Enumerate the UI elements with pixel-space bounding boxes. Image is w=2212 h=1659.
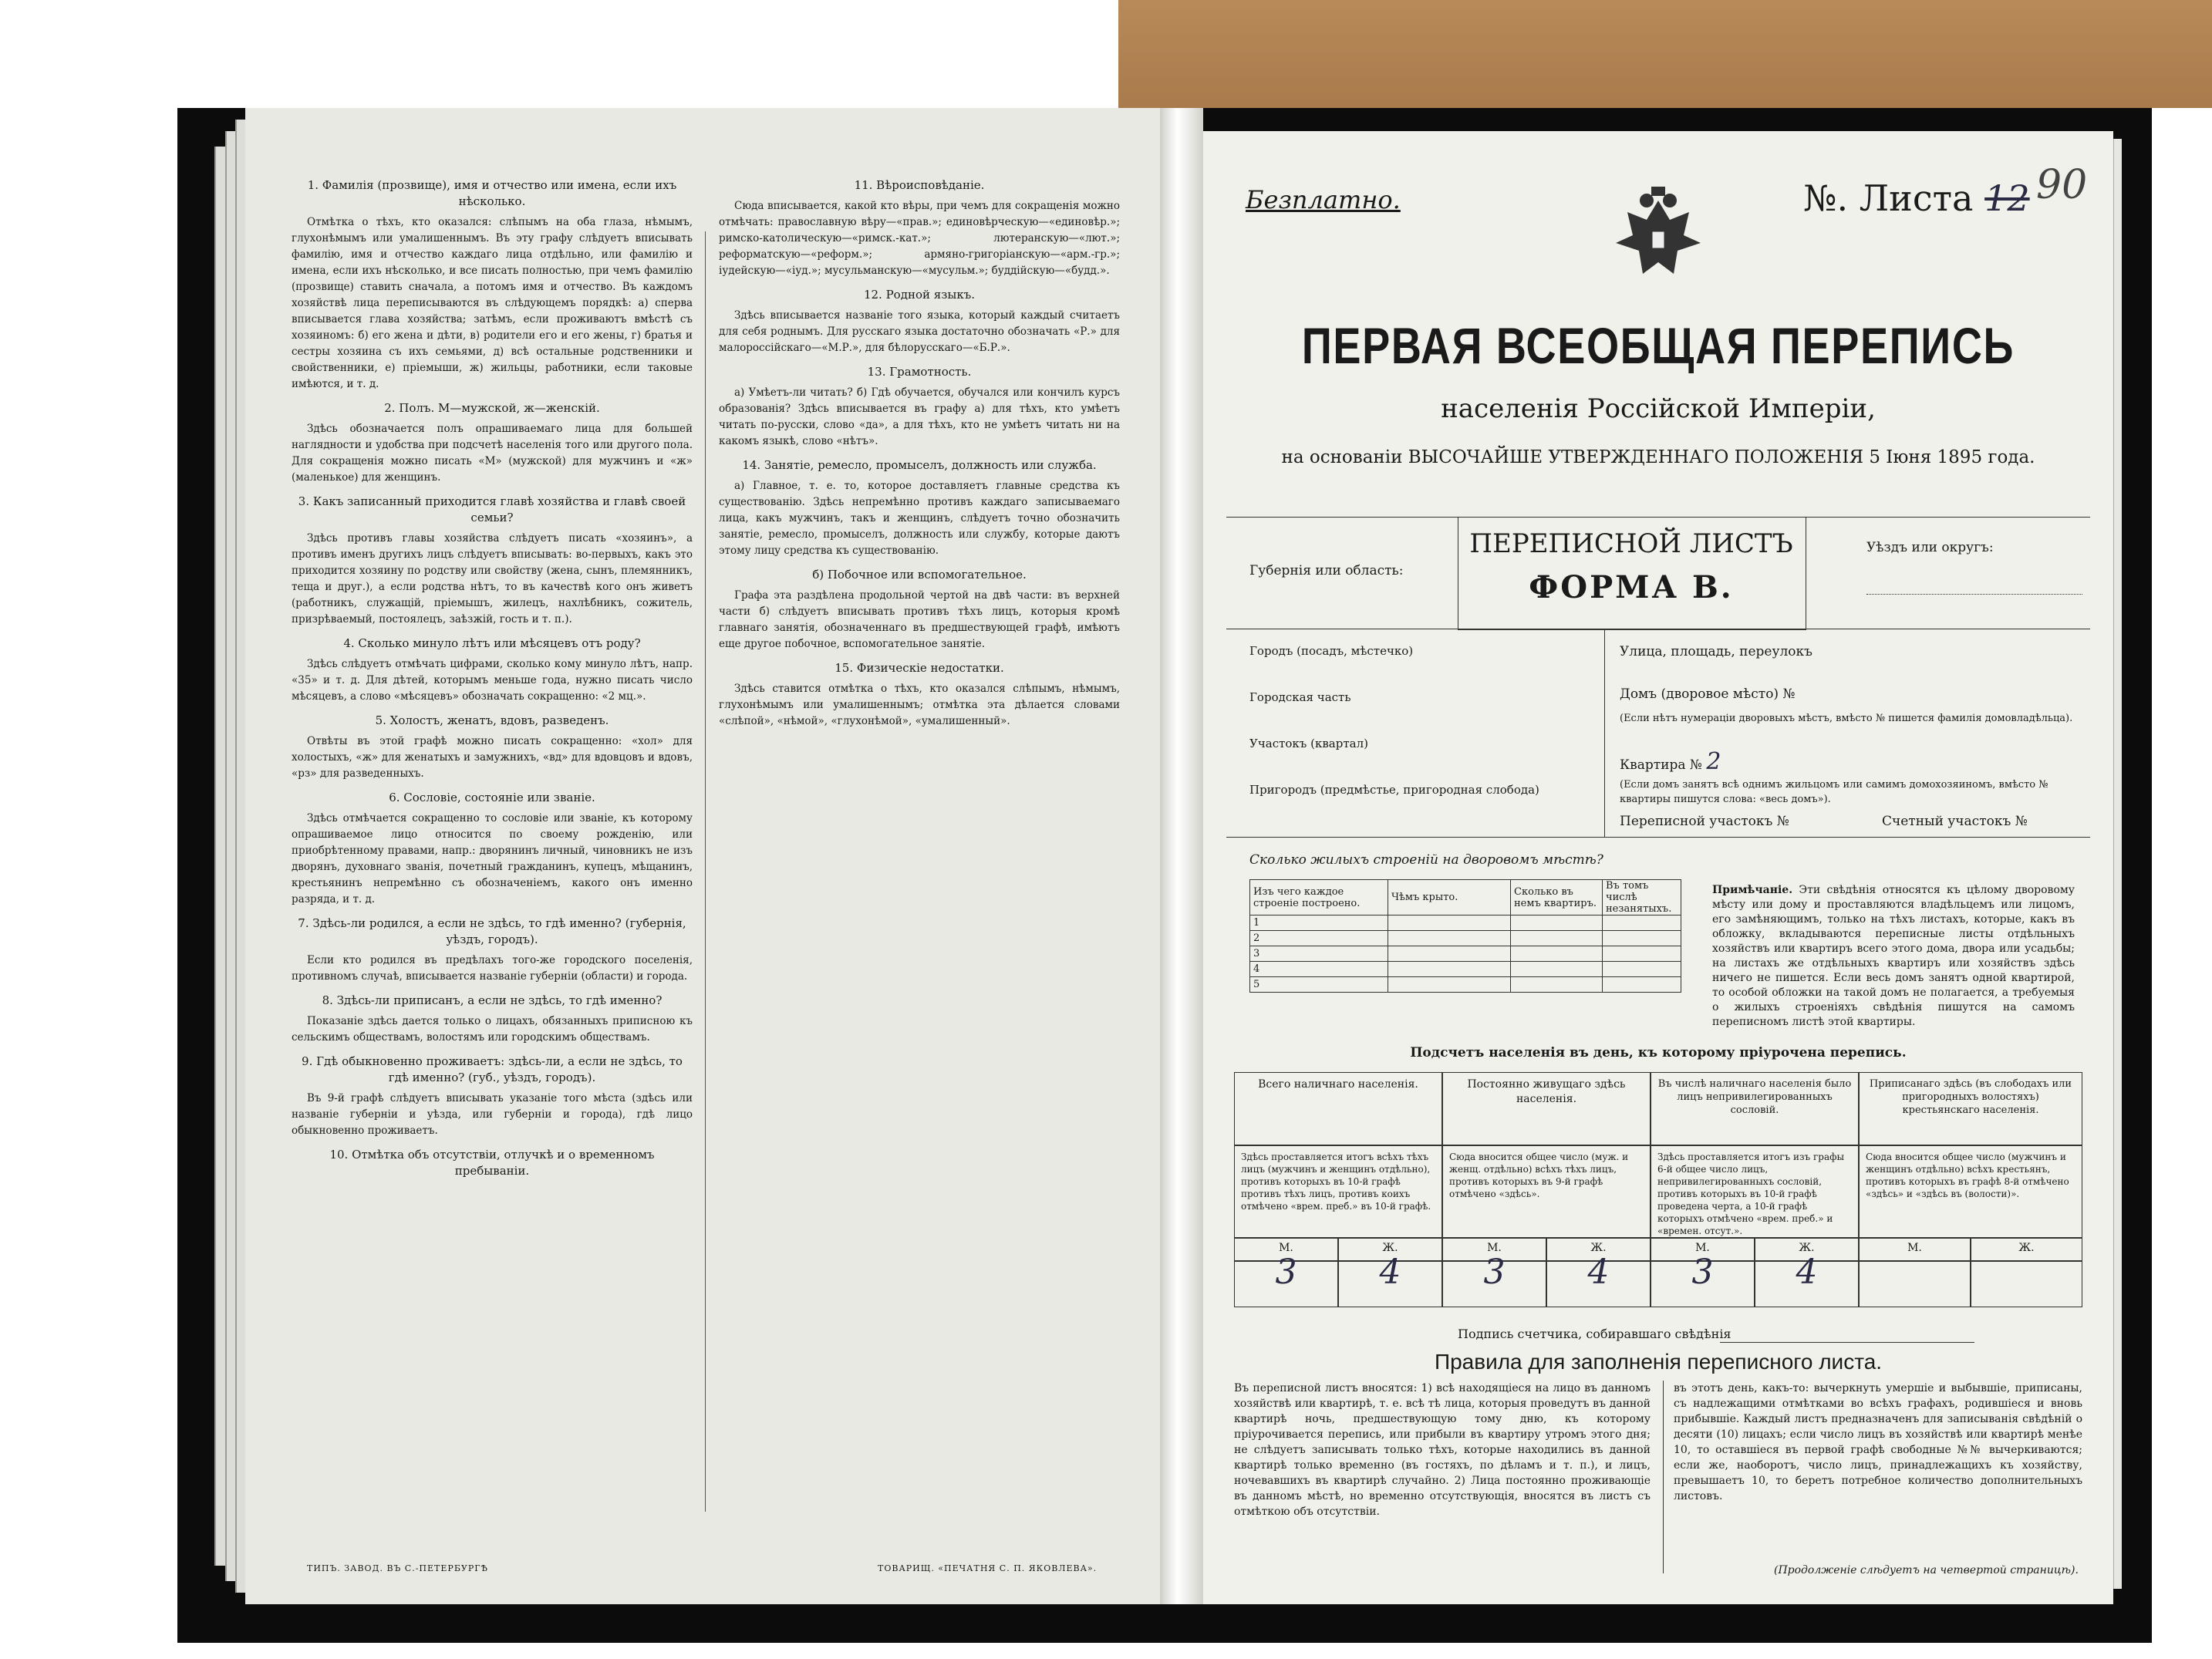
census-area-label: Переписной участокъ № xyxy=(1620,814,1789,829)
instruction-text: Здѣсь вписывается названіе того языка, который каждый считаетъ для себя роднымъ. Для русскаго языка достаточно обозначать «Р.» для малороссійскаго—«М.Р.», для бѣлорусскаго—«Б.Р.». xyxy=(719,309,1120,354)
city-label: Городъ (посадъ, мѣстечко) xyxy=(1249,644,1414,658)
instruction-heading: 15. Физическіе недостатки. xyxy=(835,661,1004,675)
buildings-table xyxy=(1249,879,1681,993)
instruction-text: Здѣсь ставится отмѣтка о тѣхъ, кто оказался слѣпымъ, нѣмымъ, глухонѣмымъ или умалишеннымъ; отмѣтка эта дѣлается словами «слѣпой», «нѣмой», «глухонѣмой», «умалишенный». xyxy=(719,683,1120,727)
instruction-text: Сюда вписывается, какой кто вѣры, при чемъ для сокращенія можно отмѣчать: православную вѣру—«прав.»; единовѣрческую—«единовѣр.»; римско-католическую—«римск.-кат.»; лютеранскую—«лют.»; реформатскую—«реформ.»; армяно-григоріанскую—«арм.-гр.»; іудейскую—«іуд.»; мусульманскую—«мусульм.»; буддійскую—«будд.». xyxy=(719,200,1120,277)
instruction-heading: 1. Фамилія (прозвище), имя и отчество или имена, если ихъ нѣсколько. xyxy=(307,178,677,208)
street-label: Улица, площадь, переулокъ xyxy=(1620,644,1812,659)
totals-header-peasants: Приписанаго здѣсь (въ слободахъ или пригородныхъ волостяхъ) крестьянскаго населенія. xyxy=(1859,1072,2082,1145)
buildings-header-apartments: Сколько въ немъ квартиръ. xyxy=(1511,880,1603,915)
instruction-text: Здѣсь обозначается полъ опрашиваемаго лица для большей наглядности и удобства при подсчетѣ населенія того или другого пола. Для сокращенія можно писать «М» (мужской) для мужчинъ и «ж» (маленькое) для женщинъ. xyxy=(292,423,693,484)
instruction-heading: 2. Полъ. М—мужской, ж—женскій. xyxy=(384,401,600,415)
instruction-text: Отмѣтка о тѣхъ, кто оказался: слѣпымъ на оба глаза, нѣмымъ, глухонѣмымъ или умалишеннымъ. Въ эту графу слѣдуетъ вписывать фамилію, имя и отчество каждаго лица отдѣльно, или фамилію и имена, если ихъ нѣсколько, и все писать полностью, при чемъ фамилію (прозвище) ставить сначала, а потомъ имя и отчество. Въ каждомъ хозяйствѣ лица переписываются въ слѣдующемъ порядкѣ: а) сперва вписывается глава хозяйства; затѣмъ, если проживаютъ вмѣстѣ съ хозяиномъ: б) его жена и дѣти, в) родители его и его жены, г) братья и сестры хозяина съ ихъ семьями, д) всѣ остальные родственники и свойственники, е) пріемыши, ж) жильцы, работники, если таковые имѣются, и т. д. xyxy=(292,216,693,390)
house-label: Домъ (дворовое мѣсто) № xyxy=(1620,686,1796,702)
free-label: Безплатно. xyxy=(1246,185,1401,214)
totals-header-present: Всего наличнаго населенія. xyxy=(1234,1072,1442,1145)
instruction-heading: 8. Здѣсь-ли приписанъ, а если не здѣсь, то гдѣ именно? xyxy=(322,993,663,1007)
instructions-column-2 xyxy=(719,170,1120,734)
apartment-value: 2 xyxy=(1706,748,1721,775)
totals-f-label: Ж. xyxy=(1971,1238,2082,1261)
wooden-table-edge xyxy=(1118,0,2212,108)
buildings-question: Сколько жилыхъ строеній на дворовомъ мѣстѣ? xyxy=(1249,852,1603,868)
buildings-row-number: 4 xyxy=(1250,962,1388,977)
instructions-column-1 xyxy=(292,170,693,1184)
census-form-page xyxy=(1203,131,2113,1604)
instruction-text: Здѣсь противъ главы хозяйства слѣдуетъ писать «хозяинъ», а противъ именъ другихъ лицъ слѣдуетъ вписывать: во-первыхъ, какъ это приходится хозяину по родству или свойству (жена, сынъ, племянникъ, теща и друг.), а если родства нѣтъ, то въ качествѣ кого онъ живетъ (работникъ, служащій, пріемышъ, жилецъ, нахлѣбникъ, сожитель, призрѣваемый, постоялецъ, заѣзжій, гость и т. п.). xyxy=(292,532,693,625)
city-part-label: Городская часть xyxy=(1249,690,1351,704)
imperial-eagle-emblem xyxy=(1600,177,1716,293)
totals-header-permanent: Постоянно живущаго здѣсь населенія. xyxy=(1442,1072,1651,1145)
instruction-heading: б) Побочное или вспомогательное. xyxy=(812,568,1027,582)
totals-peasants-female xyxy=(1971,1261,2082,1307)
apartment-note: (Если домъ занятъ всѣ однимъ жильцомъ или самимъ домохозяиномъ, вмѣсто № квартиры пишутся слова: «весь домъ»). xyxy=(1620,779,2048,805)
instruction-heading: 6. Сословіе, состояніе или званіе. xyxy=(389,791,595,804)
totals-desc-unprivileged: Здѣсь проставляется итогъ изъ графы 6-й общее число лицъ, непривилегированныхъ сословій, противъ которыхъ въ 10-й графѣ проведена черта, а 10-й графѣ которыхъ отмѣчено «врем. преб.» и «времен. отсут.». xyxy=(1651,1145,1859,1238)
rules-column-1: Въ переписной листъ вносятся: 1) всѣ находящіеся на лицо въ данномъ хозяйствѣ или квартирѣ, т. е. всѣ тѣ лица, которыя проведутъ въ данной квартирѣ ночь, предшествующую тому дню, къ которому пріурочивается перепись, или прибыли въ квартиру утромъ этого дня; не слѣдуетъ записывать только тѣхъ, которые находились въ данной квартирѣ только временно (въ гостяхъ, по дѣламъ и т. п.), и лицъ, ночевавшихъ въ квартирѣ случайно. 2) Лица постоянно проживающіе въ данномъ мѣстѣ, но временно отсутствующія, вносятся въ листъ съ отмѣткою объ отсутствіи. xyxy=(1234,1382,1651,1518)
instruction-heading: 13. Грамотность. xyxy=(867,365,972,379)
totals-f-label: Ж. xyxy=(1755,1238,1859,1261)
counter-area-label: Счетный участокъ № xyxy=(1882,814,2028,829)
totals-present-male: 3 xyxy=(1234,1261,1338,1307)
totals-desc-permanent: Сюда вносится общее число (муж. и женщ. отдѣльно) всѣхъ тѣхъ лицъ, противъ которыхъ въ 9-й графѣ отмѣчено «здѣсь». xyxy=(1442,1145,1651,1238)
suburb-label: Пригородъ (предмѣстье, пригородная слобода) xyxy=(1249,783,1539,797)
census-subtitle: населенія Россійской Имперіи, xyxy=(1441,393,1876,424)
buildings-row-number: 2 xyxy=(1250,931,1388,946)
rules-title: Правила для заполненія переписного листа. xyxy=(1434,1350,1883,1374)
instruction-text: Показаніе здѣсь дается только о лицахъ, обязанныхъ приписною къ сельскимъ обществамъ, волостямъ или городскимъ обществамъ. xyxy=(292,1015,693,1044)
sheet-number-label: №. Листа 12 xyxy=(1803,177,2030,219)
instruction-heading: 11. Вѣроисповѣданіе. xyxy=(854,178,985,192)
sheet-number-value: 12 xyxy=(1984,177,2030,219)
rules-column-2: въ этотъ день, какъ-то: вычеркнуть умершіе и выбывшіе, приписаны, съ надлежащими отмѣтками во всѣхъ графахъ, родившіеся и вновь прибывшіе. Каждый листъ предназначенъ для записыванія свѣдѣній о десяти (10) лицахъ; если число лицъ въ хозяйствѣ или квартирѣ менѣе 10, то оставшіеся въ первой графѣ свободные №№ вычеркиваются; если же, наоборотъ, число лицъ, принадлежащихъ къ хозяйству, превышаетъ 10, то беретъ потребное количество дополнительныхъ листовъ. xyxy=(1674,1382,2082,1502)
form-name: ФОРМА В. xyxy=(1529,569,1734,605)
district-label: Уѣздъ или округъ: xyxy=(1866,540,1994,555)
instruction-heading: 4. Сколько минуло лѣтъ или мѣсяцевъ отъ роду? xyxy=(343,636,641,650)
buildings-note: Примѣчаніе. Эти свѣдѣнія относятся къ цѣлому дворовому мѣсту или дому и проставляются владѣльцемъ или лицомъ, его замѣняющимъ, только на тѣхъ листахъ, которые, какъ въ обложку, вкладываются переписные листы отдѣльныхъ хозяйствъ или квартиръ всего этого дома, двора или усадьбы; на листахъ же отдѣльныхъ квартиръ или хозяйствъ здѣсь ничего не пишется. Если весь домъ занятъ одной квартирой, то особой обложки на такой домъ не полагается, а требуемыя о жилыхъ строеніяхъ свѣдѣнія пишутся на самомъ переписномъ листѣ этой квартиры. xyxy=(1712,884,2075,1028)
instruction-text: Если кто родился въ предѣлахъ того-же городского поселенія, противномъ случаѣ, вписывается названіе губерніи (области) и города. xyxy=(292,954,693,983)
instruction-text: Отвѣты въ этой графѣ можно писать сокращенно: «хол» для холостыхъ, «ж» для женатыхъ и замужнихъ, «вд» для вдовцовъ и вдовъ, «рз» для разведенныхъ. xyxy=(292,735,693,780)
totals-m-label: М. xyxy=(1651,1238,1755,1261)
instruction-text: Въ 9-й графѣ слѣдуетъ вписывать указаніе того мѣста (здѣсь или названіе губерніи и уѣзда, или губерніи и города), гдѣ лицо обыкновенно проживаетъ. xyxy=(292,1092,693,1137)
apartment-label: Квартира № 2 xyxy=(1620,748,1721,775)
census-decree: на основаніи ВЫСОЧАЙШЕ УТВЕРЖДЕННАГО ПОЛОЖЕНІЯ 5 Іюня 1895 года. xyxy=(1281,447,2035,467)
buildings-row-number: 5 xyxy=(1250,977,1388,993)
book-spine xyxy=(1160,108,1203,1604)
imprint-left: ТИПЪ. ЗАВОД. ВЪ С.-ПЕТЕРБУРГѢ xyxy=(307,1563,488,1573)
instruction-heading: 10. Отмѣтка объ отсутствіи, отлучкѣ и о временномъ пребываніи. xyxy=(329,1148,655,1178)
instruction-heading: 9. Гдѣ обыкновенно проживаетъ: здѣсь-ли, а если не здѣсь, то гдѣ именно? (губ., уѣздъ, городъ). xyxy=(302,1054,683,1084)
totals-m-label: М. xyxy=(1234,1238,1338,1261)
province-label: Губернія или область: xyxy=(1249,563,1404,578)
instruction-heading: 12. Родной языкъ. xyxy=(863,288,976,302)
instruction-heading: 14. Занятіе, ремесло, промыселъ, должность или служба. xyxy=(742,458,1097,472)
buildings-header-roof: Чѣмъ крыто. xyxy=(1388,880,1511,915)
totals-desc-peasants: Сюда вносится общее число (мужчинъ и женщинъ отдѣльно) всѣхъ крестьянъ, противъ которыхъ въ графѣ 8-й отмѣчено «здѣсь» и «здѣсь въ (волости)». xyxy=(1859,1145,2082,1238)
instruction-text: Здѣсь отмѣчается сокращенно то сословіе или званіе, къ которому опрашиваемое лицо относится по своему рожденію, или приобрѣтенному правами, напр.: дворянинъ личный, чиновникъ не изъ дворянъ, духовнаго званія, почетный гражданинъ, купецъ, мѣщанинъ, крестьянинъ непремѣнно съ обозначеніемъ, какого онъ именно разряда, и т. д. xyxy=(292,812,693,905)
imprint-right: ТОВАРИЩ. «ПЕЧАТНЯ С. П. ЯКОВЛЕВА». xyxy=(878,1563,1098,1573)
instruction-heading: 5. Холостъ, женатъ, вдовъ, разведенъ. xyxy=(375,713,609,727)
signature-label: Подпись счетчика, собиравшаго свѣдѣнія xyxy=(1458,1327,1731,1341)
totals-title: Подсчетъ населенія въ день, къ которому пріурочена перепись. xyxy=(1410,1045,1907,1060)
totals-desc-present: Здѣсь проставляется итогъ всѣхъ тѣхъ лицъ (мужчинъ и женщинъ отдѣльно), противъ которыхъ въ 10-й графѣ противъ тѣхъ лицъ, противъ коихъ отмѣчено «врем. преб.» въ 10-й графѣ. xyxy=(1234,1145,1442,1238)
census-title: ПЕРВАЯ ВСЕОБЩАЯ ПЕРЕПИСЬ xyxy=(1301,317,2015,374)
totals-m-label: М. xyxy=(1442,1238,1546,1261)
buildings-row-number: 1 xyxy=(1250,915,1388,931)
instruction-text: а) Главное, т. е. то, которое доставляетъ главные средства къ существованію. Здѣсь непремѣнно противъ каждаго записываемаго лица, какъ мужчинъ, такъ и женщинъ, слѣдуетъ точно обозначить занятіе, ремесло, промыселъ, должность или службу, которые даютъ этому лицу средства къ существованію. xyxy=(719,480,1120,557)
totals-unprivileged-female: 4 xyxy=(1755,1261,1859,1307)
instruction-heading: 3. Какъ записанный приходится главѣ хозяйства и главѣ своей семьи? xyxy=(298,494,686,524)
instructions-page xyxy=(245,108,1160,1604)
buildings-header-material: Изъ чего каждое строеніе построено. xyxy=(1250,880,1388,915)
instruction-text: Здѣсь слѣдуетъ отмѣчать цифрами, сколько кому минуло лѣтъ, напр. «35» и т. д. Для дѣтей, которымъ меньше года, нужно писать число мѣсяцевъ, а слово «мѣсяцевъ» обозначать сокращенно: «2 мц.». xyxy=(292,658,693,703)
rules-continued: (Продолженіе слѣдуетъ на четвертой страницѣ). xyxy=(1774,1564,2079,1576)
instruction-text: Графа эта раздѣлена продольной чертой на двѣ части: въ верхней части б) слѣдуетъ вписывать противъ тѣхъ лицъ, которыя кромѣ главнаго занятія, обозначеннаго въ предшествующей графѣ, имѣютъ еще другое побочное, вспомогательное занятіе. xyxy=(719,589,1120,650)
totals-permanent-female: 4 xyxy=(1546,1261,1651,1307)
buildings-row-number: 3 xyxy=(1250,946,1388,962)
quarter-label: Участокъ (квартал) xyxy=(1249,737,1368,750)
totals-present-female: 4 xyxy=(1338,1261,1442,1307)
page-stack-edge xyxy=(2113,139,2122,1589)
instruction-text: а) Умѣетъ-ли читать? б) Гдѣ обучается, обучался или кончилъ курсъ образованія? Здѣсь вписывается въ графу а) для тѣхъ, кто умѣетъ читать по-русски, слово «да», а для тѣхъ, кто не умѣетъ читать ни на какомъ языкѣ, слово «нѣтъ». xyxy=(719,386,1120,447)
pencil-sheet-number: 90 xyxy=(2036,162,2088,208)
column-divider xyxy=(705,231,706,1512)
totals-unprivileged-male: 3 xyxy=(1651,1261,1755,1307)
totals-peasants-male xyxy=(1859,1261,1971,1307)
totals-permanent-male: 3 xyxy=(1442,1261,1546,1307)
totals-header-unprivileged: Въ числѣ наличнаго населенія было лицъ непривилегированныхъ сословій. xyxy=(1651,1072,1859,1145)
house-note: (Если нѣтъ нумераціи дворовыхъ мѣстъ, вмѣсто № пишется фамилія домовладѣльца). xyxy=(1620,713,2073,724)
form-title: ПЕРЕПИСНОЙ ЛИСТЪ xyxy=(1469,528,1793,559)
totals-f-label: Ж. xyxy=(1546,1238,1651,1261)
buildings-header-vacant: Въ томъ числѣ незанятыхъ. xyxy=(1603,880,1681,915)
instruction-heading: 7. Здѣсь-ли родился, а если не здѣсь, то гдѣ именно? (губернія, уѣздъ, городъ). xyxy=(298,916,686,946)
totals-f-label: Ж. xyxy=(1338,1238,1442,1261)
totals-m-label: М. xyxy=(1859,1238,1971,1261)
